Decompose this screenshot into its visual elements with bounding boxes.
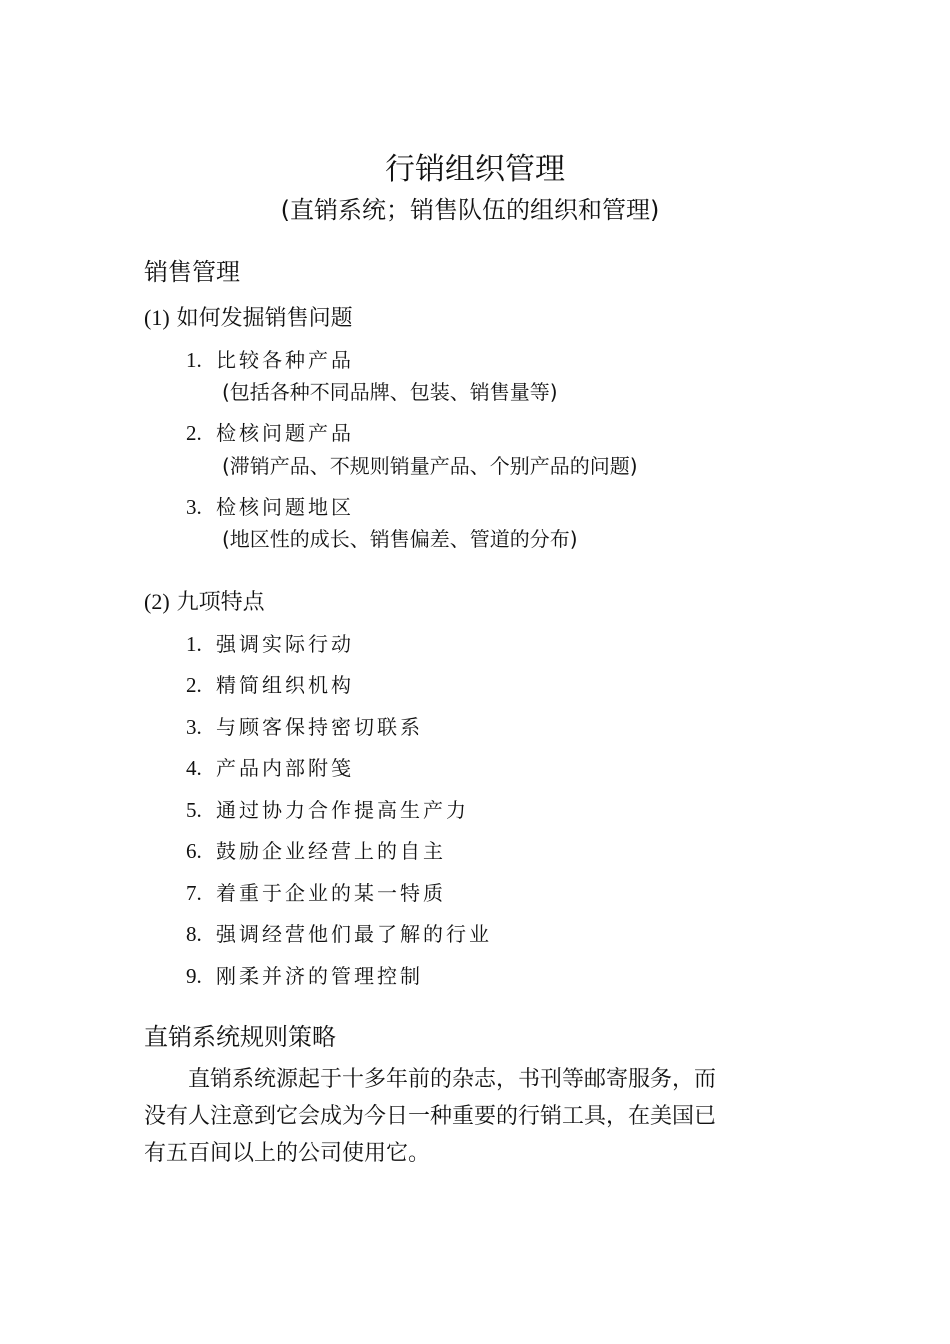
list-item: [186, 629, 354, 659]
list-item: [186, 492, 354, 522]
list-item-text: 检核问题地区: [216, 495, 354, 519]
list-item-number: 3.: [186, 495, 202, 519]
list-item-text: 强调实际行动: [216, 632, 354, 656]
list-item-number: 8.: [186, 922, 202, 946]
document-subtitle: (直销系统；销售队伍的组织和管理): [280, 196, 660, 224]
document-title: 行销组织管理: [385, 152, 565, 187]
paragraph-line: 有五百间以上的公司使用它。: [144, 1141, 431, 1166]
list-item-text: 强调经营他们最了解的行业: [216, 922, 492, 946]
list-item: [186, 961, 423, 991]
list-item: [186, 418, 354, 448]
list-item-detail: (滞销产品、不规则销量产品、个别产品的问题): [222, 454, 638, 478]
list-item-number: 3.: [186, 715, 202, 739]
subsection-heading-nine-features: [144, 586, 265, 619]
list-item-text: 着重于企业的某一特质: [216, 881, 446, 905]
list-item: [186, 795, 469, 825]
list-item: [186, 919, 492, 949]
list-item: [186, 878, 446, 908]
list-item-number: 7.: [186, 881, 202, 905]
body-paragraph: [144, 1061, 754, 1172]
list-item-number: 6.: [186, 839, 202, 863]
list-item-number: 1.: [186, 348, 202, 372]
list-item-text: 通过协力合作提高生产力: [216, 798, 469, 822]
subsection-label: 如何发掘销售问题: [176, 306, 353, 331]
list-item-number: 4.: [186, 756, 202, 780]
subsection-label: 九项特点: [176, 590, 265, 615]
list-item-text: 鼓励企业经营上的自主: [216, 839, 446, 863]
list-item-text: 精简组织机构: [216, 673, 354, 697]
list-item: [186, 345, 354, 375]
list-item-number: 5.: [186, 798, 202, 822]
list-item-number: 1.: [186, 632, 202, 656]
list-item-number: 9.: [186, 964, 202, 988]
list-item-text: 比较各种产品: [216, 348, 354, 372]
section-heading-direct-sales-strategy: 直销系统规则策略: [144, 1023, 336, 1051]
list-item: [186, 836, 446, 866]
list-item-detail: (包括各种不同品牌、包装、销售量等): [222, 380, 558, 404]
list-item-number: 2.: [186, 673, 202, 697]
subsection-number: (2): [144, 589, 170, 614]
list-item: [186, 712, 423, 742]
section-heading-sales-management: 销售管理: [144, 258, 240, 286]
list-item-detail: (地区性的成长、销售偏差、管道的分布): [222, 527, 578, 551]
paragraph-line: 没有人注意到它会成为今日一种重要的行销工具，在美国已: [144, 1104, 717, 1129]
list-item-number: 2.: [186, 421, 202, 445]
list-item-text: 产品内部附笺: [216, 756, 354, 780]
list-item-text: 刚柔并济的管理控制: [216, 964, 423, 988]
subsection-heading-discover-problems: [144, 302, 353, 335]
paragraph-line: 直销系统源起于十多年前的杂志，书刊等邮寄服务，而: [188, 1067, 717, 1092]
list-item: [186, 753, 354, 783]
list-item: [186, 670, 354, 700]
list-item-text: 与顾客保持密切联系: [216, 715, 423, 739]
subsection-number: (1): [144, 305, 170, 330]
list-item-text: 检核问题产品: [216, 421, 354, 445]
